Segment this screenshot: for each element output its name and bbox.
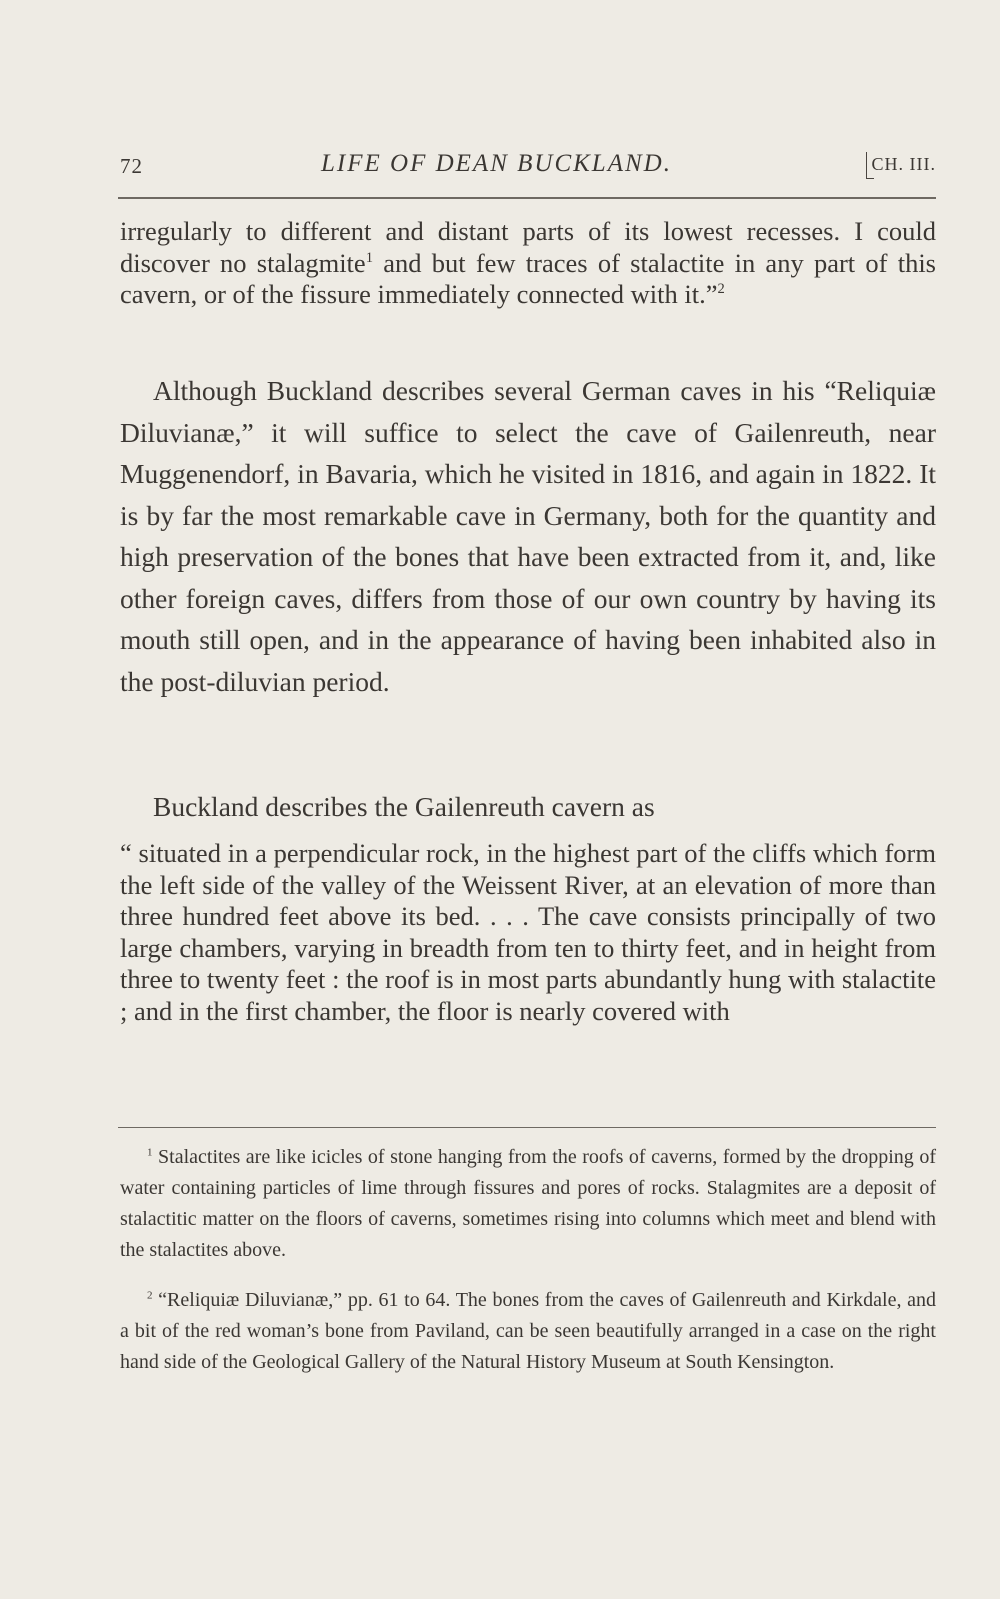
body-paragraph-1: Although Buckland describes several German caves in his “Reliquiæ Diluvianæ,” it will suffice to select the cave of Gailenreuth, near Muggenendorf, in Bavaria, which he visited in 1816, and again in 1822. It is by far the most remarkable cave in Germany, both for the quantity and high preservation of the bones that have been extracted from it, and, like other foreign caves, differs from those of our own country by having its mouth still open, and in the appearance of having been inhabited also in the post-diluvian period. [120,375,936,697]
running-title: LIFE OF DEAN BUCKLAND. [321,150,672,177]
footnote-text-2: “Reliquiæ Diluvianæ,” pp. 61 to 64. The bones from the caves of Gailenreuth and Kirkdale, and a bit of the red woman’s bone from Paviland, can be seen beautifully arranged in a case on the right hand side of the Geological Gallery of the Natural History Museum at South Kensington. [120,1289,936,1373]
chapter-label: CH. III. [871,154,936,174]
quote-text: irregularly to different and distant parts of its lowest recesses. I could discover no stalagmite [120,216,936,278]
running-header [118,150,936,188]
footnote-text-1: Stalactites are like icicles of stone hanging from the roofs of caverns, formed by the dropping of water containing particles of lime through fissures and pores of rocks. Stalagmites are a deposit of stalactitic matter on the floors of caverns, sometimes rising into columns which meet and blend with the stalactites above. [120,1146,936,1261]
footnote-marker-1: 1 [147,1146,153,1159]
page-number: 72 [120,154,143,178]
footnote-ref-1: 1 [365,249,373,266]
body-paragraph-2: Buckland describes the Gailenreuth cavern as [153,791,655,822]
footnote-ref-2: 2 [717,280,725,297]
quote-continuation [120,216,936,311]
footnote-2 [120,1285,936,1378]
footnote-marker-2: 2 [147,1289,153,1302]
footnote-1 [120,1142,936,1266]
header-rule [118,197,936,199]
quote-text-2: and but few traces of stalactite in any part of this cavern, or of the fissure immediately connected with it.” [120,247,936,309]
footnote-rule [118,1127,936,1128]
block-quote: “ situated in a perpendicular rock, in the highest part of the cliffs which form the left side of the valley of the Weissent River, at an elevation of more than three hundred feet above its bed. . . . The cave consists principally of two large chambers, varying in breadth from ten to thirty feet, and in height from three to twenty feet : the roof is in most parts abundantly hung with stalactite ; and in the first chamber, the floor is nearly covered with [120,838,936,1026]
